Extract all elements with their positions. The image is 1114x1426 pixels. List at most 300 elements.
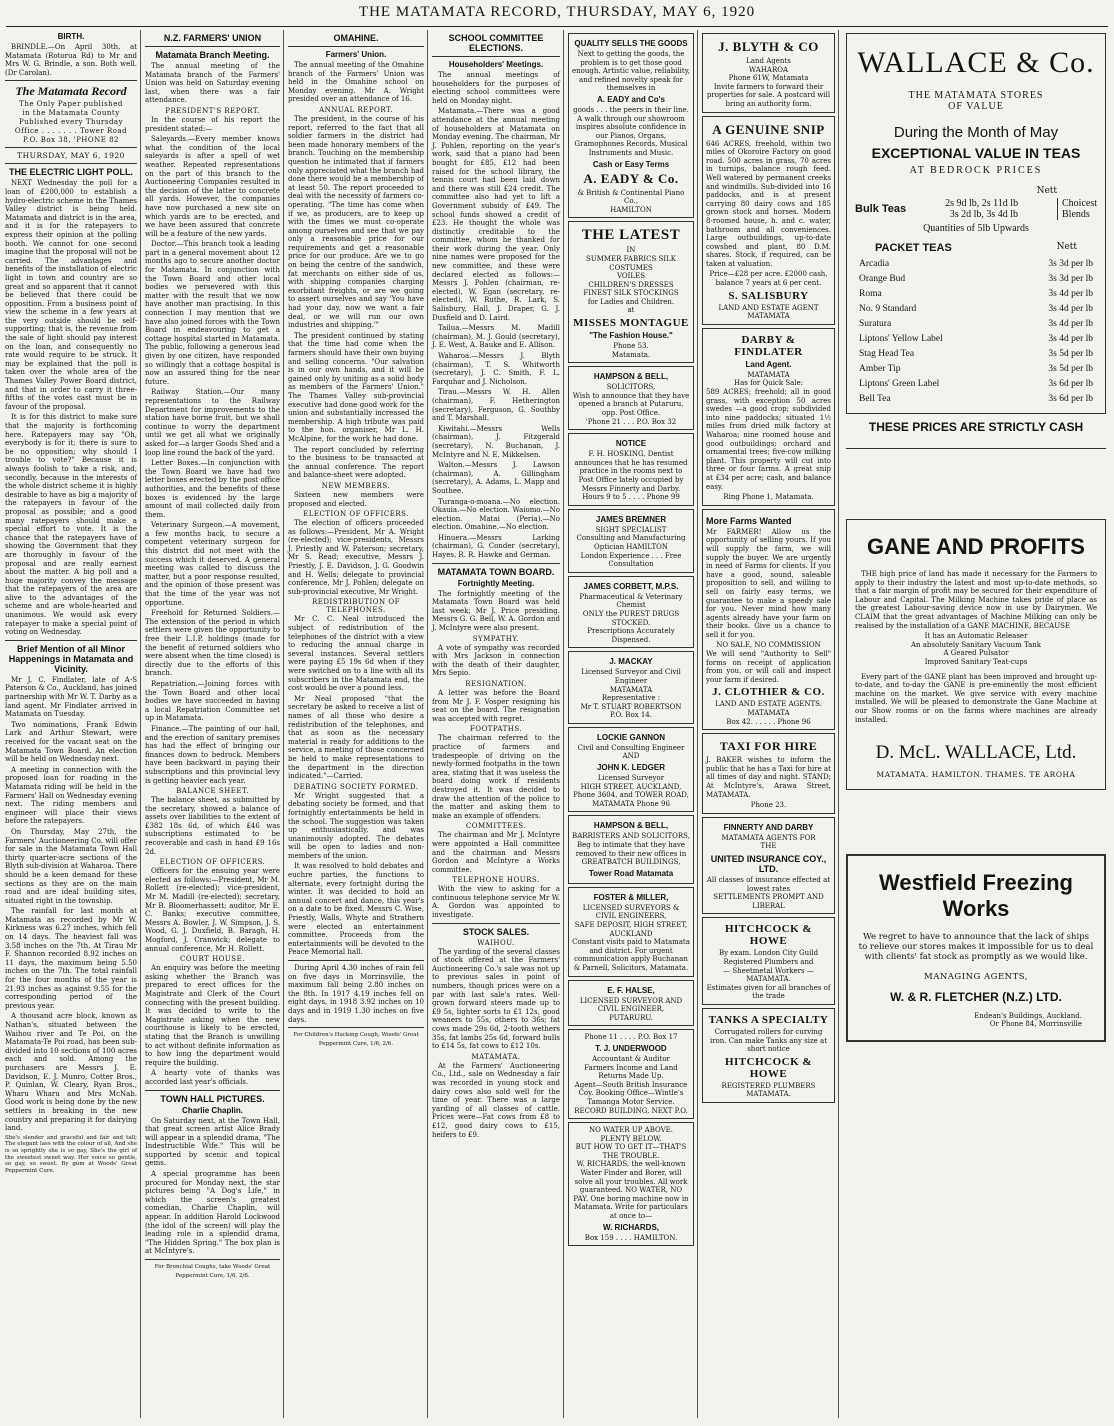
article-paragraph: Mr Neal proposed "that the secretary be asked to receive a list of names of all those who desire a redistribution of the telephones, and that as soon as the necessary material is ready for additions to the service, a meeting of those concerned be held to make representations to the department in the direction indicated."—Carried. [288,694,424,781]
advert-text: & British & Continental Piano Co., [577,188,685,206]
advert-darby-findlater [702,328,835,506]
price-nett-label: Nett [1036,186,1057,196]
article-paragraph: Repatriation.—Joining forces with the Town Board and other local bodies we have succeeded in having a local Repatriation Committee set up in Matamata. [145,679,280,723]
advert-title: Westfield Freezing [879,870,1073,896]
advert-text: OF VALUE [948,101,1004,112]
article-paragraph: In the course of his report the president stated:— [145,115,280,133]
section-heading: ELECTION OF OFFICERS. [159,858,266,867]
footer-advert: For Bronchial Coughs, take Woods' Great Peppermint Cure, 1/6, 2/6. [154,1264,271,1279]
advert-title: DARBY & FINDLATER [734,333,803,358]
advert-text: J. BAKER wishes to inform the public that he has a Taxi for hire at all times of day and night. STAND; At McIntyre's, Arawa Street, MATAMATA. [706,756,831,799]
advert-text: MANAGING AGENTS, [924,972,1028,983]
advert-text: We will send "Authority to Sell" forms on receipt of application from you, or will call and inspect your farm if desired. [706,650,831,684]
advert-text: AND [622,752,640,761]
advert-title: JOHN K. LEDGER [596,763,665,773]
advert-text: Constant visits paid to Matamata and district. For urgent communication apply Buchanan & Parnell, Solicitors, Matamata. [572,938,690,972]
advert-terms: Cash or Easy Terms [592,159,670,169]
section-heading: BALANCE SHEET. [176,787,249,796]
column-3 [285,30,427,1420]
advert-text: SUMMER FABRICS SILK COSTUMES [586,254,676,272]
article-paragraph: It was resolved to hold debates and euchre parties, the functions to alternate, every fortnight during the winter. It was decided to hold an annual concert and dance, this year's on a date to be fixed. Messrs C. Wise, Priestly, Walls, Whyte and Strathern were elected an entertainment committee. Proceeds from the entertainments will be devoted to the Peace Memorial hall. [288,862,424,957]
article-paragraph: Saleyards.—Every member knows what the condition of the local saleyards is after a spell of wet weather. Repeated representations on the part of this branch to the Auctioneering Companies resulted in the decision of the latter to concrete all yards. However, the companies have now purchased a new site on which yards are to be erected, and we have been assured that concrete will be a feature of the new yards. [145,135,280,238]
advert-title: HAMPSON & BELL, [593,821,669,831]
article-paragraph: The president continued by stating that the time had come when the farmers should have their own buying and selling concerns. "Our salvation is in our own hands, and it will be gained only by uniting as a solid body as members of the Farmers' Union." The Thames Valley sub-provincial executive had done good work for the union and substantially increased the membership. A high tribute was paid to the hon. organiser, Mr L. H. McAlpine, for the work he had done. [288,331,424,443]
advert-firm: D. McL. WALLACE, Ltd. [875,742,1077,764]
advert-town: MATAMATA [609,685,653,694]
article-paragraph: Freehold for Returned Soldiers.—The extension of the period in which settlers were given the opportunity to free their L.I.P. holdings (made for the benefit of returned soldiers who were absent when the time closed) is directly due to the efforts of this branch. [145,609,280,678]
advert-text: BARRISTERS AND SOLICITORS, [572,832,690,841]
tea-price: 3s 4d per lb [1048,304,1093,314]
section-heading: RESIGNATION. [465,680,527,688]
birth-notice: BRINDLE.—On April 30th, at Matamata (Rotorua Rd) to Mr and Mrs W. G. Brindle, a son. Both well. (Dr Carolan). [5,43,137,77]
advert-clothier [702,509,835,730]
article-paragraph: Hinuera.—Messrs Larking (chairman), G. Conder (secretary), Hayes, R. R. Hawke and German. [432,533,560,560]
article-paragraph: The annual meeting of the Omahine branch of the Farmers' Union was held in the Omahine school on Monday evening. Mr A. Wright presided over an attendance of 16. [288,61,424,104]
advert-text: Every part of the GANE plant has been improved and brought up-to-date, and to-day the GANE is pre-eminently the most efficient machine on the market. We give service with every machine installed. We will be pleased to demonstrate the Gane Machine at our Show rooms or on the farms where machines are already installed. [855,672,1097,724]
advert-foster-miller [568,887,694,977]
article-paragraph: At the Farmers' Auctioneering Co., Ltd., sale on Wednesday a fair was recorded in young stock and dairy cows also sold well for the time of year. There was a large yarding of all classes of cattle. Prices were—Fat cows from £8 to £12, good dairy cows to £15, heifers to £9. [432,1061,560,1139]
advert-hampson-bell-2 [568,815,694,883]
advert-montague [568,221,694,363]
advert-title: FINNERTY AND DARBY [723,822,814,832]
advert-text: Accountant & Auditor [592,1054,670,1063]
advert-text: Price—£28 per acre. £2000 cash, balance 7 years at 6 per cent. [709,270,828,288]
tea-name: Suratura [859,319,892,329]
divider [145,1259,280,1260]
advert-text: AT BEDROCK PRICES [909,165,1043,176]
article-paragraph: The balance sheet, as submitted by the secretary, showed a balance of assets over liabilities to the extent of £382 18s 6d, of which £46 was subscriptions estimated to be recoverable and cash in hand £9 16s 2d. [145,796,280,856]
advert-text: SOLICITORS, [606,383,656,392]
advert-title: HAMPSON & BELL, [593,372,669,382]
advert-blyth [702,33,835,113]
tea-name: Liptons' Yellow Label [859,334,943,344]
advert-title: JAMES BREMNER [595,514,667,524]
advert-text: London Experience . . . Free Consultation [580,551,682,569]
advert-westfield [846,854,1106,1042]
column-divider [283,30,284,1418]
divider [846,448,1106,449]
article-paragraph: A special programme has been procured for Monday next, the star pictures being "A Dog's Life," in which the screen's greatest comedian, Charlie Chaplin, will appear. In addition Harold Lockwood (the idol of the screen) will play the leading role in a splendid drama, "The Hidden Spring." The box plan is at McIntyre's. [145,1170,280,1256]
bulk-price: 2s 9d lb, 2s 11d lb [945,198,1019,209]
advert-firm: A. EADY & Co. [583,170,679,186]
advert-text: "The Fashion House." [589,331,673,341]
advert-text: ONLY the PUREST DRUGS STOCKED. [582,609,680,627]
article-paragraph: A hearty vote of thanks was accorded last year's officials. [145,1069,280,1086]
advert-text: 'Phone 21 . . . P.O. Box 32 [585,417,677,426]
article-paragraph: The election of officers proceeded as follows:—President, Mr A. Wright (re-elected); vice-presidents, Messrs J. Priestly and W. Paterson; secretary, Mr S. Read; executive, Messrs J. Priestly, J. E. Davidson, J. G. Goodwin and H. Wells; delegate to provincial conference, Mr J. Pohlen; delegate on sub-provincial executive, Mr Wright. [288,519,424,596]
advert-town: HAMILTON [610,205,652,214]
footer-advert: For Children's Hacking Cough, Woods' Great Peppermint Cure, 1/6, 2/6. [293,1032,419,1047]
advert-text: 646 ACRES, freehold, within two miles of Okoroire Factory on good road. 500 acres in grass, 70 acres in turnips, balance rough feed. Well watered by permanent creeks and windmills. Sub-divided into 16 paddocks, and is at present carrying 80 dairy cows and 185 grown stock and horses. Modern 8-roomed house, h. and c. water, bathroom and all conveniences. Large outbuildings, up-to-date cowshed and plant, 80 D.M. shares. Stock, if required, can be taken at valuation. [706,139,831,268]
column-divider [697,30,698,1418]
advert-corbett [568,576,694,649]
tea-name: Arcadia [859,259,890,269]
divider [145,46,280,47]
article-subheading: Matamata Branch Meeting. [155,50,270,60]
price-nett-label: Nett [1056,242,1077,252]
divider [5,640,137,641]
article-paragraph: Mr J. C. Findlater, late of A-S Paterson & Co., Auckland, has joined partnership with Mr W. T. Darby as a land agent. Mr Findlater arrived in Matamata on Tuesday. [5,675,137,719]
column-divider [563,30,564,1418]
advert-title: J. BLYTH & CO [718,39,819,54]
article-paragraph: Mr Wright suggested that a debating society be formed, and that fortnightly entertainments be held in the school. The suggestion was taken up enthusiastically, and was unanimously adopted. The debates will be open to ladies and non-members of the union. [288,791,424,860]
tea-price-row [855,347,1097,362]
advert-town: MATAMATA [747,312,790,321]
advert-text: Prescriptions Accurately Dispensed. [587,627,675,644]
advert-text: During the Month of May [893,124,1059,141]
tea-name: Roma [859,289,882,299]
advert-text: By exam. London City Guild Registered Plumbers and [718,949,819,966]
advert-firm: HITCHCOCK & HOWE [724,1055,813,1080]
article-paragraph: Waharoa.—Messrs J. Blyth (chairman), T. S. Whitworth (secretary), J. C. Smith, F. L. Farquhar and J. Nicholson. [432,352,560,386]
advert-text: Hours 9 to 5 . . . . Phone 99 [582,493,680,502]
advert-text: Beg to intimate that they have removed to their new offices in GREATBATCH BUILDINGS, [575,841,687,867]
advert-text: Quantities of 5lb Upwards [923,223,1029,234]
advert-text: LAND AND ESTATE AGENT [718,303,819,312]
advert-underwood [568,1029,694,1119]
tea-price-row [855,257,1097,272]
section-heading: ANNUAL REPORT. [319,105,393,114]
advert-text: Pharmaceutical & Veterinary Chemist [579,592,683,610]
advert-text: All classes of insurance effected at lowest rates [706,875,831,893]
divider [5,147,137,148]
advert-text: SAFE DEPOSIT, HIGH STREET, AUCKLAND [574,921,688,938]
tea-price-list [855,257,1097,407]
advert-mackay [568,651,694,724]
article-paragraph: On Thursday, May 27th, the Farmers' Auctioneering Co. will offer for sale in the Matamata Town Hall thirty quarter-acre sections of the Blyth sub-division at Waharoa. There should be a keen demand for these sections as they are on the main road and are ideal building sites, situated right in the township. [5,827,137,905]
column-6 [699,30,838,1420]
advert-town: MATAMATA [747,370,790,379]
article-paragraph: The yarding of the several classes of stock offered at the Farmers' Auctioneering Co.'s sale was not up to previous sales in point of numbers, though prices were on a par with last sale's rates. Well-grown forward steers made up to £9 5s, lighter sorts to £1 12s, good weaners to 55s, others to 36s; fat cows made 29s 6d, 2-tooth wethers 35s, fat lambs 25s 6d, forward bulls to £14 5s, fat cows to £12 10s. [432,947,560,1051]
advert-address: Or Phone 84, Morrinsville [989,1020,1082,1029]
advert-title: JAMES CORBETT, M.P.S. [583,581,679,591]
article-paragraph: Kiwitahi.—Messrs Wells (chairman), J. Fitzgerald (secretary), N. Buchanan, J. McIntyre and N. E. Mikkelsen. [432,424,560,459]
article-paragraph: It is for this district to make sure that the majority is forthcoming here. Ratepayers may say "Oh, everybody is for it; there is sure to be no opposition; why should I trouble to vote?" Because it is always foolish to take a risk, and, secondly, because in the interests of the whole district scheme it is highly desirable to have as big a majority of the ratepayers in favour of the proposal as possible; and a good many ratepayers should make a special effort to vote. It is the chance that the ratepayers have of showing the Government that they are thoroughly in favour of the proposal and are really earnest about the matter. A big poll and a huge majority convey the message that the ratepayers of the area are alive to the advantages of the scheme and are whole-hearted and unanimous. We would ask every ratepayer to make a special point of voting on Wednesday. [5,413,137,637]
advert-firm: J. CLOTHIER & CO. [712,686,825,699]
article-paragraph: The chairman referred to the practice of farmers and tradespeople of driving on the newly-formed footpaths in the town area, stating that it was useless the board doing work if residents destroyed it. It was decided to draw the attention of the police to the matter and asking them to make an example of offenders. [432,734,560,820]
advert-title: THE LATEST [581,227,681,244]
paper-office: Office . . . . . . . Tower Road [14,127,128,136]
tea-price: 3s 4d per lb [1048,289,1093,299]
article-paragraph: Turanga-o-moana.—No election. Okauia.—No election. Waiomo.—No election. Matai (Peria).—No election. Omahine.—No election. [432,497,560,532]
advert-text: Invite farmers to forward their properties for sale. A postcard will bring an authority form. [706,82,831,108]
advert-eady [568,33,694,218]
advert-title: More Farms Wanted [706,515,792,526]
advert-title: Works [942,896,1010,922]
bulk-teas-label: Bulk Teas [855,203,907,215]
advert-text: SETTLEMENTS PROMPT AND LIBERAL [713,893,824,910]
article-paragraph: A vote of sympathy was recorded with Mrs Jackson in connection with the death of their daughter, Mrs Sepio. [432,643,560,678]
advert-town: MATAMATA. [746,1090,791,1099]
advert-title: E. F. HALSE, [607,985,655,995]
divider [432,563,560,564]
advert-title: W. RICHARDS, [603,1222,659,1232]
advert-text: Land Agents [746,57,791,65]
advert-title: TANKS A SPECIALTY [708,1013,829,1026]
column-divider [140,30,141,1418]
section-heading: DEBATING SOCIETY FORMED. [293,782,419,791]
bulk-note: Choicest [1062,198,1097,209]
advert-title: T. J. UNDERWOOD [595,1043,667,1053]
advert-phone: Phone 61W, Matamata [728,74,809,83]
divider [288,46,424,47]
divider [288,1027,424,1028]
tea-price-row [855,317,1097,332]
section-heading: ELECTION OF OFFICERS. [303,510,409,519]
advert-text: IN [626,246,636,255]
advert-town: MATAMATA. [746,975,791,984]
article-paragraph: Tirau.—Messrs W. H. Allen (chairman), F. Hetherington (secretary), Ferguson, G. Southby and T. Marshall. [432,388,560,423]
tea-price: 3s 5d per lb [1048,364,1093,374]
section-heading: FOOTPATHS. [469,725,523,734]
advert-text: Licensed Surveyor [597,774,665,783]
article-paragraph: With the view to asking for a continuous telephone service Mr W. A. Gordon was appointed to investigate. [432,885,560,920]
divider [432,923,560,924]
article-paragraph: A meeting in connection with the proposed loan for roading in the Matamata riding will be held in the Farmers' Hall on Wednesday evening next. The riding members and engineer will place their views before the ratepayers. [5,765,137,826]
advert-text: Tower Road Matamata [588,868,674,878]
article-paragraph: The report concluded by referring to the business to be transacted at the annual conference. The report and balance-sheet were adopted. [288,445,424,480]
column-1 [2,30,140,1420]
divider [5,163,137,164]
advert-text: goods . . . the peers in their line. A walk through our showroom inspires absolute confidence in our Pianos, Organs, Gramophones Records, Musical Instruments and Music. [573,105,689,157]
advert-text: Licensed Surveyor and Civil Engineer [581,668,681,685]
advert-town: PUTARURU. [609,1013,653,1022]
section-heading: MATAMATA. [471,1052,521,1061]
advert-text: LAND AND ESTATE AGENTS. [715,700,822,709]
advert-phone: Phone 23. [750,801,787,810]
advert-text: MATAMATA AGENTS FOR [721,833,816,842]
advert-title: FOSTER & MILLER, [593,892,669,902]
advert-text: Civil and Consulting Engineer [577,743,685,752]
advert-finnerty-darby [702,817,835,915]
section-heading: TELEPHONE HOURS. [452,876,540,885]
advert-text: F. H. HOSKING, Dentist announces that he has resumed practice in the rooms next to Post Office lately occupied by Messrs Finnerty and Darby. [574,450,688,493]
article-paragraph: An enquiry was before the meeting asking whether the Branch was prepared to erect offices for the Magistrate and Clerk of the Court connecting with the present building. It was decided to write to the Magistrate asking when the new courthouse is likely to be erected, stating that the Branch is unwilling to act without definite information as to how long the department would require the building. [145,964,280,1067]
advert-title: TAXI FOR HIRE [719,739,818,754]
article-paragraph: The chairman and Mr J. McIntyre were appointed a Hall committee and the chairman and Messrs Gordon and McIntyre a Works committee. [432,831,560,874]
article-subheading: Farmers' Union. [325,50,387,59]
article-paragraph: On Saturday next, at the Town Hall, that great screen artist Alice Brady will appear in a splendid drama, "The Indestructible Wife." This will be supported by scenic and topical gems. [145,1116,280,1168]
advert-town: MATAMATA [747,709,790,718]
advert-text: Box 42. . . . . . Phone 96 [726,717,811,726]
advert-text: P.O. Box 14. [610,711,652,720]
tea-price-row [855,362,1097,377]
article-paragraph: NEXT Wednesday the poll for a loan of £200,000 to establish a hydro-electric scheme in the Thames Valley district is being held. Matamata and district is in the area, and it is for the ratepayers to express their opinion at the polling booth. We cannot for one second imagine that the proposal will not be carried. The advantages and benefits of the installation of electric light in town and country are so great and so apparent that it cannot be believed that there could be opposition. From a business point of view the scheme in a few years at the very outside should be self-supporting; that is, the revenue from the sale of light should pay interest on the loan, and consequently no rate would require to be struck. It may be explained that the poll is taken over the whole area of the Thames Valley Power Board district, and that in order to carry it three-fifths of the votes cast must be in favour of the proposal. [5,179,137,411]
article-paragraph: Railway Station.—Our many representations to the Railway Department for improvements to the station have borne fruit, but we shall continue to worry the department until we get all what we originally asked for—a larger Goods Shed and a loop line round the back of the yard. [145,388,280,457]
advert-text: W. RICHARDS, the well-known Water Finder and Borer, will solve all your troubles. All work guaranteed. NO WATER, NO PAY. One boring machine now in Matamata. Write for particulars at once to— [573,1160,689,1221]
article-heading: MATAMATA TOWN BOARD. [437,566,555,577]
advert-town: Matamata. [611,350,651,359]
advert-text: HIGH STREET, AUCKLAND, Phone 3604, and TOWER ROAD, MATAMATA Phone 96 [573,782,689,808]
article-paragraph: Sixteen new members were proposed and elected. [288,490,424,508]
advert-text: Has for Quick Sale: [733,379,804,388]
column-divider [427,30,428,1418]
tea-price: 3s 6d per lb [1048,379,1093,389]
tea-name: Stag Head Tea [859,349,915,359]
tea-name: No. 9 Standard [859,304,917,314]
advert-text: Representative : [601,694,661,703]
advert-tanks [702,1008,835,1103]
advert-firm: S. SALISBURY [728,289,809,302]
advert-text: LICENSED SURVEYOR AND CIVIL ENGINEER, [579,996,683,1014]
advert-firm: MISSES MONTAGUE [573,317,689,330]
article-subheading: Charlie Chaplin. [182,1105,243,1115]
advert-text: Next to getting the goods, the problem is to get those good enough. Artistic value, reliability, and refined novelty speak for themselves in [572,50,690,93]
article-subheading: Fortnightly Meeting. [457,578,535,588]
advert-address: Endean's Buildings, Auckland. [974,1012,1082,1021]
divider [288,960,424,961]
tea-price: 3s 3d per lb [1048,259,1093,269]
section-heading: SYMPATHY. [472,634,520,643]
advert-title: NOTICE [615,439,647,449]
masthead: THE MATAMATA RECORD, THURSDAY, MAY 6, 1920 [358,4,756,20]
tea-name: Orange Bud [859,274,906,284]
tea-price: 3s 6d per lb [1048,394,1093,404]
advert-text: SIGHT SPECIALIST [595,525,667,534]
tea-price-row [855,377,1097,392]
article-paragraph: Veterinary Surgeon.—A movement, a few months back, to secure a competent veterinary surgeon for this district did not meet with the success which it deserved. A general meeting was called to discuss the matter, but a poor response resulted, and the opinion of those present was that the time of the year was not opportune. [145,521,280,607]
advert-headline: THESE PRICES ARE STRICTLY CASH [868,420,1084,434]
article-paragraph: A thousand acre block, known as Nathan's, situated between the Waihou river and Te Poi, on the Matamata-Te Poi road, has been sub-divided into 10 sections of 100 acres each and sold. Among the purchasers are Messrs J. E. Davidson, E. J. Munro, Cotter Bros., P. Quinlan, W. Cleary, Ryan Bros., Wharu Wharu and Mrs McNab. Good work is being done by the new settlers in breaking in the new country and preparing it for dairying land. [5,1012,137,1133]
tea-name: Amber Tip [859,364,901,374]
tea-name: Liptons' Green Label [859,379,940,389]
advert-text: LICENSED SURVEYORS & CIVIL ENGINEERS, [582,903,680,921]
advert-phone: Phone 53. [613,342,649,351]
article-heading: N.Z. FARMERS' UNION [163,33,262,43]
column-7 [840,30,1112,1420]
paper-frequency: Published every Thursday [18,118,124,127]
section-heading: COURT HOUSE. [180,955,245,964]
packet-teas-header [855,242,1097,254]
article-paragraph: Walton.—Messrs J. Lawson (chairman), A. Gillingham (secretary), A. Adams, L. Mapp and Southee. [432,461,560,495]
article-paragraph: The fortnightly meeting of the Matamata Town Board was held last week; Mr J. Price presiding. Messrs G. G. Bell, W. A. Gordon and J. McIntyre were also present. [432,589,560,633]
advert-gannon-ledger [568,727,694,813]
advert-title: HITCHCOCK & HOWE [724,923,813,948]
article-paragraph: The annual meetings of householders for the purposes of electing school committees were held on Monday night. [432,71,560,105]
article-paragraph: Tailua.—Messrs M. Madill (chairman), M. J. Gould (secretary), J. E. West, A. Bauke and E. Allison. [432,324,560,350]
article-heading: OMAHINE. [333,33,379,43]
advert-text: — Sheetmetal Workers — [723,966,814,975]
advert-text: BUT HOW TO GET IT—THAT'S THE TROUBLE. [575,1143,687,1160]
advert-text: NO SALE, NO COMMISSION [716,641,821,650]
advert-gane [846,519,1106,790]
advert-taxi [702,733,835,814]
advert-text: RECORD BUILDING, NEXT P.O. [574,1106,688,1115]
advert-text: PLENTY BELOW. [600,1134,662,1143]
advert-salisbury [702,116,835,325]
advert-hitchcock-howe [702,917,835,1005]
advert-title: QUALITY SELLS THE GOODS [574,39,688,48]
advert-text: THE MATAMATA STORES [908,90,1044,101]
advert-bremner [568,509,694,573]
article-heading: THE ELECTRIC LIGHT POLL. [9,167,133,178]
advert-text: Farmers Income and Land Returns Made Up. [584,1063,678,1081]
column-5 [565,30,697,1420]
article-heading: Brief Mention of all Minor Happenings in Matamata and Vicinity. [8,643,134,674]
advert-title: J. MACKAY [609,657,653,667]
tea-name: Bell Tea [859,394,891,404]
tea-price-row [855,392,1097,407]
advert-halse [568,980,694,1027]
advert-richards [568,1122,694,1246]
masthead-rule [6,26,1108,27]
article-paragraph: Doctor.—This branch took a leading part in a general movement about 12 months ago to secure another doctor for Matamata. In conjunction with the Town Board and other local bodies we persevered with this matter with the result that we now have another man practising. In this connection I may mention that we have also joined forces with the Town Board in endeavouring to get a cottage hospital started in Matamata. The public, following a generous lead given by one citizen, have responded so willingly that a cottage hospital is now an assured thing for the near future. [145,240,280,386]
article-heading: STOCK SALES. [462,926,530,937]
tea-price: 3s 4d per lb [1048,319,1093,329]
divider [5,80,137,81]
column-2 [142,30,283,1420]
advert-towns: MATAMATA. HAMILTON. THAMES. TE AROHA [876,770,1076,780]
article-heading: TOWN HALL PICTURES. [160,1093,265,1104]
advert-title: A GENUINE SNIP [712,121,825,137]
advert-text: FINEST SILK STOCKINGS [583,289,679,298]
advert-wallace [846,33,1106,414]
article-subheading: Householders' Meetings. [448,60,544,69]
advert-text: Agent—South British Insurance Coy. Booking Office—Wintle's Tamanga Motor Service. [574,1080,688,1106]
advert-text: Phone 11 . . . . P.O. Box 17 [584,1033,678,1042]
paper-desc: in the Matamata County [22,109,120,118]
advert-text: REGISTERED PLUMBERS [721,1081,816,1090]
verse-advert: She's slender and graceful and fair and tall; The elegant lass with the colour of all, And she is so sprightly she is so gay, She's the girl of the sweetest sweet way. Her voice so gentle, so gay, so sweet. By gum at Woods' Great Peppermint Cure. [5,1134,137,1174]
advert-text: THE high price of land has made it necessary for the Farmers to apply to their industry the latest and most up-to-date methods, so that a fair margin of profit may be secured for their expenditure of Labour and Capital. The Milking Machine takes pride of place as the greatest Labour-saving device now in use by Dairymen. We CLAIM that the great advantages of Machine Milking can only be realised by the installation of a GANE MACHINE, BECAUSE [855,570,1097,630]
advert-text: Land Agent. [745,359,792,369]
column-4 [429,30,563,1420]
article-paragraph: Mr C. C. Neal introduced the subject of redistribution of the telephones of the district with a view to reducing the annual charge in several instances. Several settlers were paying £5 19s 6d when if they were switched on to a line with all its subscribers in the Matamata end, the cost would be over a pound less. [288,615,424,693]
advert-text: We regret to have to announce that the lack of ships to relieve our stores makes it impossible for us to deal with clients' fat stock as promptly as we would like. [858,932,1094,963]
advert-text: Mr FARMER! Allow us the opportunity of selling yours. If you will supply the farm, we will supply the buyer. We are urgently in need of Farms for clients. If you have a good, sound, saleable proposition to sell, and willing to sell on fairly easy terms, we guarantee to make a speedy sale for you. Never mind how many agents already have your farm on their books. Give us a chance to sell it for you. [706,527,831,639]
advert-text: Corrugated rollers for curving iron. Can make Tanks any size at short notice [709,1027,828,1054]
article-paragraph: Letter Boxes.—In conjunction with the Town Board we have had two letter boxes erected by the post office authorities, and the benefits of these boxes is evidenced by the large amount of mail collected daily from them. [145,459,280,519]
paper-pobox: P.O. Box 38, 'PHONE 82 [22,136,120,145]
packet-teas-label: PACKET TEAS [875,242,952,254]
advert-text: CHILDREN'S DRESSES [588,280,674,289]
article-paragraph: Officers for the ensuing year were elected as follows:—President, Mr M. Rollett (re-elected); vice-president, Mr M. Madill (re-elected); secretary, Mr B. Bloomerhassett; auditor, Mr E. C. Banks; executive committee, Messrs A. Bowler, J. W. Simpson, J. S. Wood, G. J. Duxfield, B. Baragh, H. Mogford, J. Cranwick; delegate to annual conference, Mr H. Rollett. [145,867,280,953]
advert-list-item: An absolutely Sanitary Vacuum Tank [910,640,1042,649]
section-heading: COMMITTEES. [465,822,527,831]
advert-text: VOILES [617,272,645,281]
dateline: THURSDAY, MAY 6, 1920 [17,151,125,161]
advert-list-item: A Geared Pulsator [943,649,1009,658]
advert-text: NO WATER UP ABOVE. [588,1126,674,1135]
advert-headline: EXCEPTIONAL VALUE IN TEAS [871,145,1081,161]
advert-title: WALLACE & Co. [857,46,1095,79]
bulk-note: Blends [1062,209,1090,220]
advert-list-item: It has an Automatic Releaser [924,632,1028,641]
advert-text: Ring Phone 1, Matamata. [723,493,814,502]
section-heading: WAIHOU. [477,938,515,947]
advert-town: WAHAROA [748,65,789,74]
advert-text: Wish to announce that they have opened a branch at Putaruru, opp. Post Office. [572,391,690,418]
birth-heading: BIRTH. [57,32,85,41]
tea-price-row [855,272,1097,287]
advert-firm: UNITED INSURANCE COY., LTD. [710,853,827,874]
article-paragraph: A letter was before the Board from Mr J. F. Vosper resigning his seat on the board. The resignation was accepted with regret. [432,689,560,723]
article-paragraph: The annual meeting of the Matamata branch of the Farmers' Union was held on Saturday evening last, when there was a fair attendance. [145,62,280,105]
tea-price: 3s 5d per lb [1048,349,1093,359]
advert-text: at [627,306,635,315]
advert-list-item: Improved Sanitary Teat-cups [924,657,1028,666]
article-paragraph: The president, in the course of his report, referred to the fact that all soldier farmers in the district had been made honorary members of the branch. Touching on the membership question he intimated that if farmers only appreciated what the branch had done there would be a membership of at least 50. The report proceeded to deal with the necessity of farmers co-operating. "The time has come when if we, as producers, are to keep up with the times we must co-operate among ourselves and see that we pay only a reasonable price for our requirements and get a reasonable price for our produce. Are we to go on being the centre of the sandwich, fat merchants on either side of us, with shipping companies charging exorbitant freights, or are we going to assert ourselves and say 'You have had your day, now we want a fair deal, or we will run our own industries and shipping.'" [288,114,424,330]
advert-text: 589 ACRES; freehold; all in good grass, with exception 50 acres swedes —a good crop; subdivided into nine paddocks; situated 1½ miles from dried milk factory at Waharoa; nine roomed house and good outbuildings; orchard and ornamental trees; five-cow milking plant. This property will cut into three or four farms. A great snip at £34 per acre; cash, and balance easy. [706,388,831,491]
article-paragraph: During April 4.30 inches of rain fell on five days in Morrinsville, the maximum fall being 2.80 inches on the 8th. In 1917 4.19 inches fell on eight days, in 1918 3.92 inches on 10 days and in 1919 1.30 inches on five days. [288,964,424,1024]
advert-title: LOCKIE GANNON [597,732,665,742]
article-heading: SCHOOL COMMITTEE ELECTIONS. [448,33,544,53]
advert-text: THE [760,842,777,851]
article-paragraph: Two nominations, Frank Edwin Lark and Arthur Stewart, were received for the vacant seat on the Matamata Town Board. An election will be held on Wednesday next. [5,720,137,764]
section-heading: PRESIDENT'S REPORT. [165,106,260,115]
paper-name: The Matamata Record [15,84,127,99]
tea-price-row [855,287,1097,302]
